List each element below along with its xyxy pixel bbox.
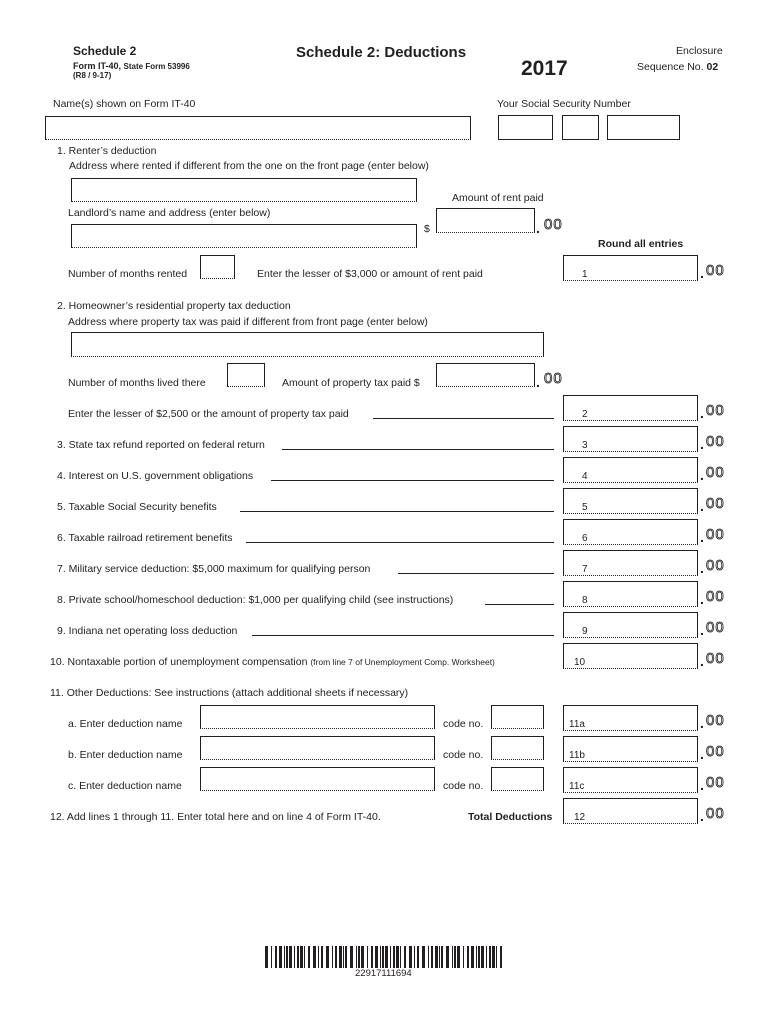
barcode-bar — [339, 946, 342, 968]
barcode-bar — [332, 946, 333, 968]
line11b-cents: 00 — [706, 743, 725, 760]
barcode-bar — [382, 946, 384, 968]
line11c-cents: 00 — [706, 774, 725, 791]
barcode-bar — [294, 946, 295, 968]
property-tax-label: Amount of property tax paid $ — [282, 377, 420, 389]
line10-number: 10 — [574, 657, 586, 668]
line2-address-label: Address where property tax was paid if different from front page (enter below) — [68, 316, 428, 328]
line4-number: 4 — [582, 471, 588, 482]
rent-amount-label: Amount of rent paid — [452, 192, 544, 204]
line11a-cents: 00 — [706, 712, 725, 729]
line7-leader — [398, 573, 554, 574]
line3-number: 3 — [582, 440, 588, 451]
sequence-number — [637, 61, 718, 73]
barcode-bar — [457, 946, 460, 968]
barcode-bar — [486, 946, 487, 968]
line6-amount — [563, 519, 698, 545]
line11a-code-label: code no. — [443, 718, 484, 730]
barcode-bar — [286, 946, 288, 968]
line5-label: 5. Taxable Social Security benefits — [57, 501, 217, 513]
barcode-bar — [318, 946, 319, 968]
line8-number: 8 — [582, 595, 588, 606]
total-deductions-label: Total Deductions — [468, 811, 553, 823]
line2-amount — [563, 395, 698, 421]
barcode-bar — [350, 946, 353, 968]
barcode-bar — [414, 946, 415, 968]
line11a-decimal: . — [700, 715, 704, 731]
barcode-bar — [289, 946, 292, 968]
line11c-decimal: . — [700, 777, 704, 793]
barcode-bar — [409, 946, 412, 968]
months-lived-label: Number of months lived there — [68, 377, 206, 389]
barcode-bar — [390, 946, 391, 968]
barcode-bar — [431, 946, 433, 968]
line11b-decimal: . — [700, 746, 704, 762]
barcode-number: 22917111694 — [355, 968, 412, 979]
barcode-bar — [393, 946, 395, 968]
barcode-bar — [371, 946, 373, 968]
line9-cents: 00 — [706, 619, 725, 636]
line2-decimal: . — [700, 405, 704, 421]
barcode-bar — [481, 946, 484, 968]
ssn-label: Your Social Security Number — [497, 98, 631, 110]
months-rented-input[interactable] — [200, 255, 235, 279]
line10-cents: 00 — [706, 650, 725, 667]
ssn-part-3-input[interactable] — [607, 115, 680, 140]
rental-address-input[interactable] — [71, 178, 417, 202]
line1-number: 1 — [582, 269, 588, 280]
line11a-amount — [563, 705, 698, 731]
line11-title: 11. Other Deductions: See instructions (attach additional sheets if necessary) — [50, 687, 409, 699]
line1-amount — [563, 255, 698, 281]
line1-decimal: . — [700, 265, 704, 281]
line11b-code-label: code no. — [443, 749, 484, 761]
barcode-bar — [417, 946, 419, 968]
barcode-bar — [343, 946, 344, 968]
landlord-input[interactable] — [71, 224, 417, 248]
line2-lesser-label: Enter the lesser of $2,500 or the amount of property tax paid — [68, 408, 349, 420]
line9-leader — [252, 635, 554, 636]
barcode-bar — [471, 946, 474, 968]
line11b-code-input[interactable] — [491, 736, 544, 760]
months-lived-input[interactable] — [227, 363, 265, 387]
barcode-bar — [326, 946, 329, 968]
property-tax-decimal: . — [536, 374, 540, 390]
line10-text — [50, 656, 495, 668]
barcode-bar — [284, 946, 285, 968]
barcode-bar — [375, 946, 378, 968]
barcode-bar — [428, 946, 429, 968]
line4-amount — [563, 457, 698, 483]
line10-label: 10. Nontaxable portion of unemployment compensation — [50, 656, 308, 668]
line6-decimal: . — [700, 529, 704, 545]
names-input[interactable] — [45, 116, 471, 140]
line5-leader — [240, 511, 554, 512]
barcode-bar — [452, 946, 453, 968]
sequence-value: 02 — [706, 61, 719, 73]
barcode-bar — [356, 946, 357, 968]
line4-decimal: . — [700, 467, 704, 483]
form-ref: Form IT-40, — [73, 61, 122, 71]
landlord-label: Landlord’s name and address (enter below) — [68, 207, 271, 219]
line3-leader — [282, 449, 554, 450]
line8-cents: 00 — [706, 588, 725, 605]
line10-amount — [563, 643, 698, 669]
barcode-bar — [492, 946, 495, 968]
barcode-bar — [300, 946, 303, 968]
barcode-bar — [297, 946, 299, 968]
line5-amount — [563, 488, 698, 514]
barcode-bar — [439, 946, 440, 968]
barcode-bar — [361, 946, 364, 968]
ssn-part-2-input[interactable] — [562, 115, 599, 140]
barcode-bar — [463, 946, 464, 968]
barcode-bar — [422, 946, 425, 968]
line11c-number: 11c — [569, 781, 585, 792]
line1-lesser-label: Enter the lesser of $3,000 or amount of rent paid — [257, 268, 483, 280]
line11b-number: 11b — [569, 750, 585, 761]
line11c-code-input[interactable] — [491, 767, 544, 791]
round-note: Round all entries — [598, 238, 684, 250]
line12-amount — [563, 798, 698, 824]
barcode-bar — [321, 946, 323, 968]
rent-dollar-sign: $ — [424, 223, 430, 235]
line2-leader — [373, 418, 554, 419]
barcode-bar — [404, 946, 406, 968]
line7-amount — [563, 550, 698, 576]
line7-cents: 00 — [706, 557, 725, 574]
line9-amount — [563, 612, 698, 638]
line11a-name-input[interactable] — [200, 705, 435, 729]
barcode-bar — [335, 946, 337, 968]
line5-decimal: . — [700, 498, 704, 514]
line8-label: 8. Private school/homeschool deduction: $1,000 per qualifying child (see instructions) — [57, 594, 454, 606]
line12-label: 12. Add lines 1 through 11. Enter total here and on line 4 of Form IT-40. — [50, 811, 381, 823]
schedule-label: Schedule 2 — [73, 44, 137, 58]
barcode-bar — [313, 946, 316, 968]
ssn-part-1-input[interactable] — [498, 115, 553, 140]
barcode-bar — [279, 946, 282, 968]
barcode-bar — [446, 946, 449, 968]
page-title: Schedule 2: Deductions — [296, 44, 467, 61]
barcode-bar — [400, 946, 401, 968]
line5-number: 5 — [582, 502, 588, 513]
line3-cents: 00 — [706, 433, 725, 450]
barcode-bar — [396, 946, 399, 968]
rent-cents: 00 — [544, 216, 563, 233]
line6-number: 6 — [582, 533, 588, 544]
line10-decimal: . — [700, 653, 704, 669]
revision: (R8 / 9-17) — [73, 71, 112, 80]
names-label: Name(s) shown on Form IT-40 — [53, 98, 196, 110]
line11c-code-label: code no. — [443, 780, 484, 792]
line10-note: (from line 7 of Unemployment Comp. Worksheet) — [310, 657, 495, 667]
line6-cents: 00 — [706, 526, 725, 543]
line8-decimal: . — [700, 591, 704, 607]
line7-label: 7. Military service deduction: $5,000 maximum for qualifying person — [57, 563, 371, 575]
barcode-bar — [478, 946, 480, 968]
line6-leader — [246, 542, 554, 543]
line11a-label: a. Enter deduction name — [68, 718, 183, 730]
barcode-bar — [275, 946, 277, 968]
line3-decimal: . — [700, 436, 704, 452]
sequence-label: Sequence No. — [637, 61, 704, 73]
line11a-number: 11a — [569, 719, 585, 730]
property-tax-cents: 00 — [544, 370, 563, 387]
line9-number: 9 — [582, 626, 588, 637]
line11b-label: b. Enter deduction name — [68, 749, 183, 761]
line2-title: 2. Homeowner’s residential property tax deduction — [57, 300, 291, 312]
barcode-bar — [441, 946, 443, 968]
barcode-bar — [500, 946, 502, 968]
line12-decimal: . — [700, 808, 704, 824]
barcode-bar — [304, 946, 305, 968]
line6-label: 6. Taxable railroad retirement benefits — [57, 532, 233, 544]
barcode-bar — [467, 946, 469, 968]
barcode-bar — [265, 946, 268, 968]
property-address-input[interactable] — [71, 332, 544, 357]
barcode-bar — [345, 946, 347, 968]
line2-number: 2 — [582, 409, 588, 420]
line11c-name-input[interactable] — [200, 767, 435, 791]
barcode-image — [265, 946, 505, 968]
barcode-bar — [476, 946, 477, 968]
barcode-bar — [385, 946, 388, 968]
barcode-bar — [380, 946, 381, 968]
line1-title: 1. Renter’s deduction — [57, 145, 157, 157]
barcode-bar — [489, 946, 491, 968]
rent-decimal-point: . — [536, 220, 540, 236]
line4-label: 4. Interest on U.S. government obligations — [57, 470, 254, 482]
line7-decimal: . — [700, 560, 704, 576]
barcode-bar — [454, 946, 456, 968]
barcode-bar — [358, 946, 360, 968]
line11c-amount — [563, 767, 698, 793]
line3-amount — [563, 426, 698, 452]
line9-decimal: . — [700, 622, 704, 638]
line8-amount — [563, 581, 698, 607]
line8-leader — [485, 604, 554, 605]
line4-leader — [271, 480, 554, 481]
barcode-bar — [496, 946, 497, 968]
months-rented-label: Number of months rented — [68, 268, 188, 280]
line1-cents: 00 — [706, 262, 725, 279]
line1-address-label: Address where rented if different from the one on the front page (enter below) — [69, 160, 429, 172]
state-form: State Form 53996 — [123, 62, 190, 71]
line7-number: 7 — [582, 564, 588, 575]
line12-number: 12 — [574, 812, 586, 823]
barcode-bar — [367, 946, 368, 968]
property-tax-input[interactable] — [436, 363, 535, 387]
line11b-name-input[interactable] — [200, 736, 435, 760]
line12-cents: 00 — [706, 805, 725, 822]
barcode-bar — [435, 946, 438, 968]
line11a-code-input[interactable] — [491, 705, 544, 729]
rent-paid-input[interactable] — [436, 208, 535, 233]
line9-label: 9. Indiana net operating loss deduction — [57, 625, 238, 637]
enclosure-label: Enclosure — [676, 45, 723, 57]
barcode-bar — [271, 946, 272, 968]
line3-label: 3. State tax refund reported on federal return — [57, 439, 265, 451]
line4-cents: 00 — [706, 464, 725, 481]
line5-cents: 00 — [706, 495, 725, 512]
tax-year: 2017 — [521, 57, 568, 80]
line11c-label: c. Enter deduction name — [68, 780, 182, 792]
barcode-bar — [308, 946, 310, 968]
line2-cents: 00 — [706, 402, 725, 419]
line11b-amount — [563, 736, 698, 762]
